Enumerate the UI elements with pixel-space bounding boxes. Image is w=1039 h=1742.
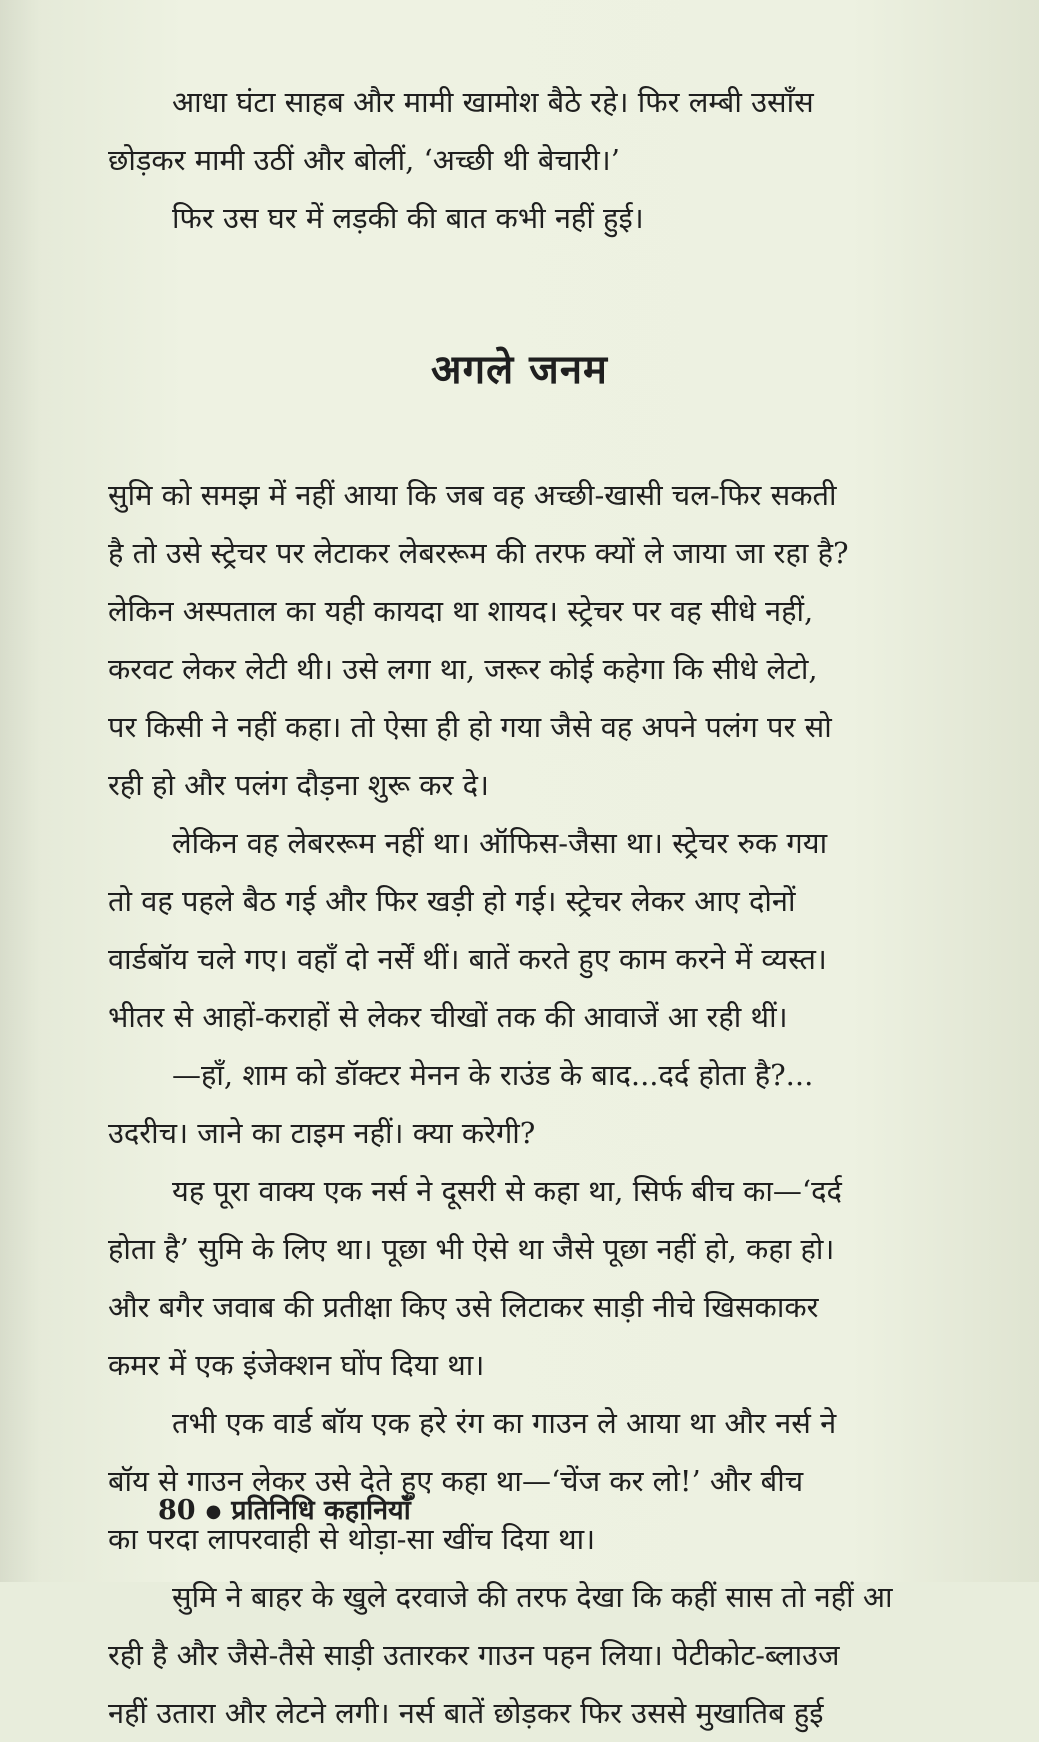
text-line: भीतर से आहों-कराहों से लेकर चीखों तक की आवाजें आ रही थीं।	[108, 999, 788, 1034]
page-edge-shadow	[0, 0, 40, 1582]
text-line: पर किसी ने नहीं कहा। तो ऐसा ही हो गया जैसे वह अपने पलंग पर सो	[108, 709, 832, 744]
text-line: और बगैर जवाब की प्रतीक्षा किए उसे लिटाकर साड़ी नीचे खिसकाकर	[108, 1289, 819, 1324]
text-line: —हाँ, शाम को डॉक्टर मेनन के राउंड के बाद...दर्द होता है?...	[172, 1057, 814, 1092]
book-title: प्रतिनिधि कहानियाँ	[231, 1495, 411, 1526]
text-line: लेकिन वह लेबररूम नहीं था। ऑफिस-जैसा था। स्ट्रेचर रुक गया	[172, 825, 828, 860]
text-line: सुमि ने बाहर के खुले दरवाजे की तरफ देखा कि कहीं सास तो नहीं आ	[172, 1579, 893, 1614]
page-footer	[158, 1490, 411, 1527]
text-line: तभी एक वार्ड बॉय एक हरे रंग का गाउन ले आया था और नर्स ने	[172, 1405, 837, 1440]
previous-story-ending	[108, 73, 958, 247]
text-line: सुमि को समझ में नहीं आया कि जब वह अच्छी-खासी चल-फिर सकती	[108, 477, 837, 512]
text-line: उदरीच। जाने का टाइम नहीं। क्या करेगी?	[108, 1115, 536, 1150]
story-title: अगले जनम	[431, 346, 608, 393]
text-line: होता है’ सुमि के लिए था। पूछा भी ऐसे था जैसे पूछा नहीं हो, कहा हो।	[108, 1231, 835, 1266]
text-line: है तो उसे स्ट्रेचर पर लेटाकर लेबररूम की तरफ क्यों ले जाया जा रहा है?	[108, 535, 849, 570]
text-line: रही है और जैसे-तैसे साड़ी उतारकर गाउन पहन लिया। पेटीकोट-ब्लाउज	[108, 1637, 840, 1672]
text-line: लेकिन अस्पताल का यही कायदा था शायद। स्ट्रेचर पर वह सीधे नहीं,	[108, 593, 814, 628]
text-line: नहीं उतारा और लेटने लगी। नर्स बातें छोड़कर फिर उससे मुखातिब हुई	[108, 1695, 824, 1730]
text-line: तो वह पहले बैठ गई और फिर खड़ी हो गई। स्ट्रेचर लेकर आए दोनों	[108, 883, 796, 918]
text-line: का परदा लापरवाही से थोड़ा-सा खींच दिया था।	[108, 1521, 596, 1556]
story-body	[108, 466, 958, 1742]
text-line: बॉय से गाउन लेकर उसे देते हुए कहा था—‘चेंज कर लो!’ और बीच	[108, 1463, 804, 1498]
text-line: वार्डबॉय चले गए। वहाँ दो नर्सें थीं। बातें करते हुए काम करने में व्यस्त।	[108, 941, 827, 976]
text-line: यह पूरा वाक्य एक नर्स ने दूसरी से कहा था, सिर्फ बीच का—‘दर्द	[172, 1173, 842, 1208]
bullet-separator: ●	[205, 1501, 222, 1522]
text-line: आधा घंटा साहब और मामी खामोश बैठे रहे। फिर लम्बी उसाँस	[172, 84, 814, 119]
text-line: फिर उस घर में लड़की की बात कभी नहीं हुई।	[172, 200, 644, 235]
text-line: छोड़कर मामी उठीं और बोलीं, ‘अच्छी थी बेचारी।’	[108, 142, 620, 177]
text-line: करवट लेकर लेटी थी। उसे लगा था, जरूर कोई कहेगा कि सीधे लेटो,	[108, 651, 818, 686]
text-line: कमर में एक इंजेक्शन घोंप दिया था।	[108, 1347, 485, 1382]
page-number: 80	[158, 1495, 196, 1526]
text-line: रही हो और पलंग दौड़ना शुरू कर दे।	[108, 767, 490, 802]
